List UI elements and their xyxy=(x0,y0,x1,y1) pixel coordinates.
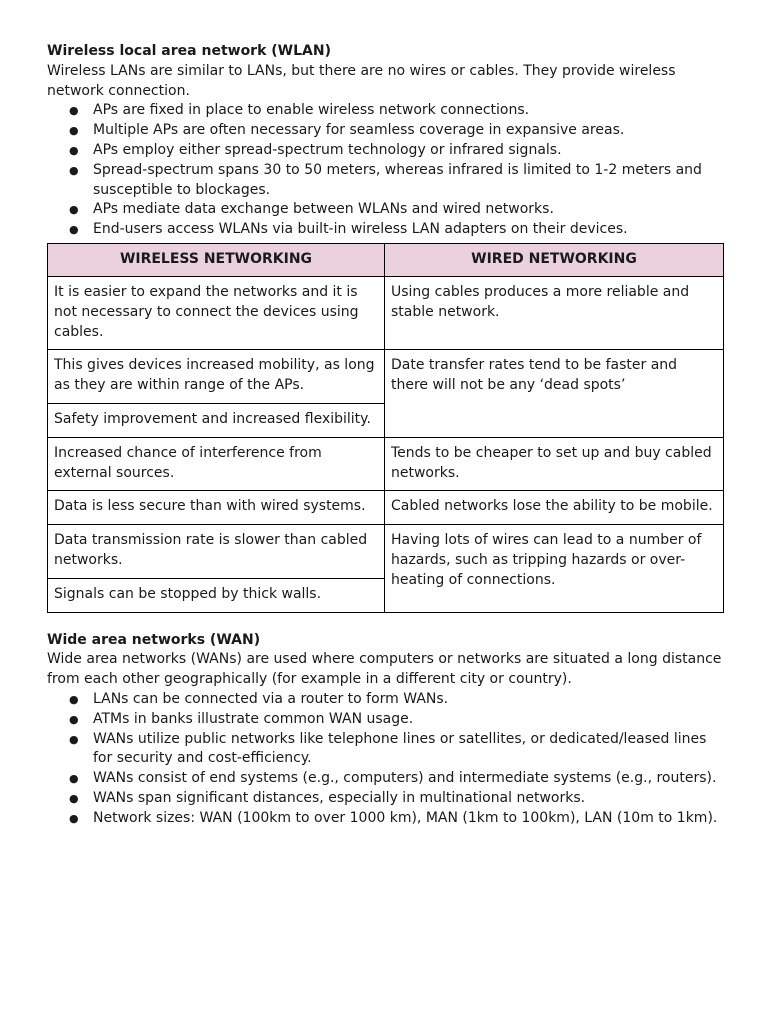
list-item: ● LANs can be connected via a router to form WANs. xyxy=(47,690,727,710)
table-cell-wireless: Data is less secure than with wired systems. xyxy=(48,491,385,525)
list-item: ● End-users access WLANs via built-in wireless LAN adapters on their devices. xyxy=(47,220,727,240)
table-row xyxy=(48,350,724,404)
wan-bullet-list xyxy=(47,690,727,829)
header-wired: WIRED NETWORKING xyxy=(385,243,724,276)
comparison-table xyxy=(47,243,724,613)
list-item: ● APs employ either spread-spectrum technology or infrared signals. xyxy=(47,141,727,161)
wlan-heading: Wireless local area network (WLAN) xyxy=(47,43,331,59)
list-item: ● WANs span significant distances, especially in multinational networks. xyxy=(47,789,727,809)
list-item: ● Spread-spectrum spans 30 to 50 meters, whereas infrared is limited to 1-2 meters and susceptible to blockages. xyxy=(47,161,727,201)
list-item: ● Network sizes: WAN (100km to over 1000 km), MAN (1km to 100km), LAN (10m to 1km). xyxy=(47,809,727,829)
table-header-row xyxy=(48,243,724,276)
table-cell-wireless: Increased chance of interference from external sources. xyxy=(48,437,385,491)
table-cell-wired: Tends to be cheaper to set up and buy cabled networks. xyxy=(385,437,724,491)
table-row xyxy=(48,491,724,525)
table-cell-wireless: Safety improvement and increased flexibility. xyxy=(48,403,385,437)
list-item: ● Multiple APs are often necessary for seamless coverage in expansive areas. xyxy=(47,121,727,141)
table-cell-wired: Cabled networks lose the ability to be mobile. xyxy=(385,491,724,525)
wlan-intro: Wireless LANs are similar to LANs, but there are no wires or cables. They provide wireless network connection. xyxy=(47,62,676,99)
list-item: ● WANs consist of end systems (e.g., computers) and intermediate systems (e.g., routers). xyxy=(47,769,727,789)
list-item: ● APs mediate data exchange between WLANs and wired networks. xyxy=(47,200,727,220)
table-cell-wired: Date transfer rates tend to be faster and there will not be any ‘dead spots’ xyxy=(385,350,724,437)
table-row xyxy=(48,525,724,579)
table-cell-wired: Using cables produces a more reliable and stable network. xyxy=(385,276,724,349)
table-cell-wireless: This gives devices increased mobility, as long as they are within range of the APs. xyxy=(48,350,385,404)
wan-heading: Wide area networks (WAN) xyxy=(47,631,261,648)
table-row xyxy=(48,437,724,491)
header-wireless: WIRELESS NETWORKING xyxy=(48,243,385,276)
table-cell-wired: Having lots of wires can lead to a number of hazards, such as tripping hazards or over-heating of connections. xyxy=(385,525,724,612)
table-cell-wireless: It is easier to expand the networks and it is not necessary to connect the devices using cables. xyxy=(48,276,385,349)
table-cell-wireless: Data transmission rate is slower than cabled networks. xyxy=(48,525,385,579)
wlan-bullet-list xyxy=(47,101,727,240)
table-cell-wireless: Signals can be stopped by thick walls. xyxy=(48,578,385,612)
table-row xyxy=(48,276,724,349)
document-page xyxy=(47,42,727,829)
wan-intro: Wide area networks (WANs) are used where computers or networks are situated a long distance from each other geographically (for example in a different city or country). xyxy=(47,651,722,688)
wan-section xyxy=(47,631,727,829)
wlan-section xyxy=(47,42,727,240)
list-item: ● WANs utilize public networks like telephone lines or satellites, or dedicated/leased lines for security and cost-efficiency. xyxy=(47,730,727,770)
list-item: ● ATMs in banks illustrate common WAN usage. xyxy=(47,710,727,730)
list-item: ● APs are fixed in place to enable wireless network connections. xyxy=(47,101,727,121)
